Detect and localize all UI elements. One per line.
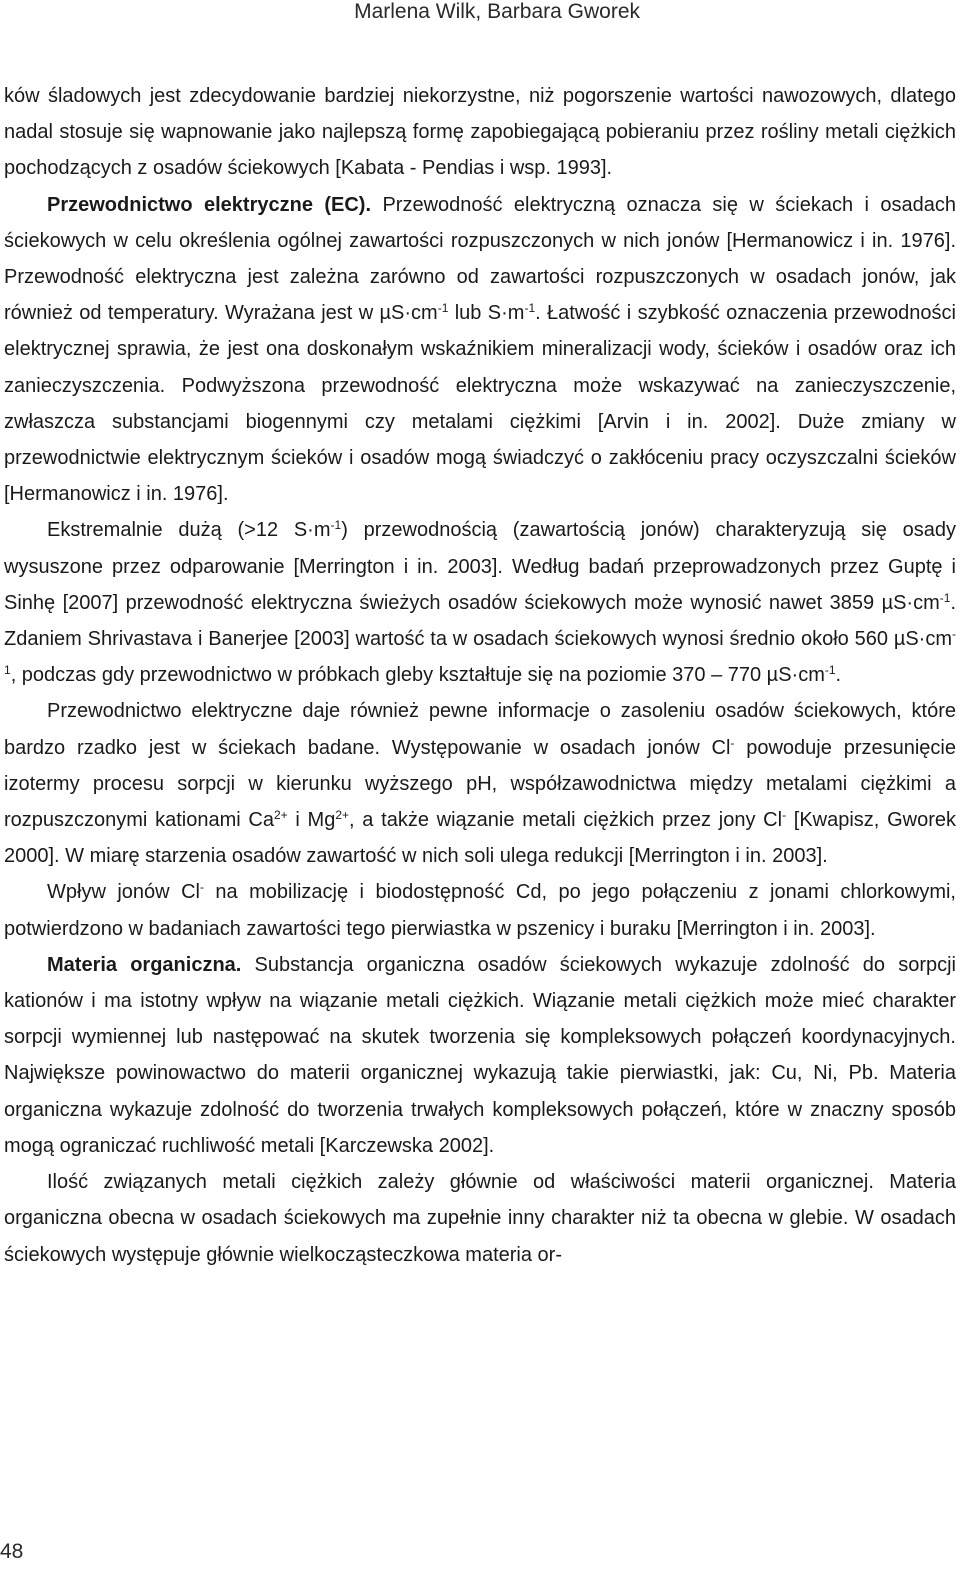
paragraph-3: Ekstremalnie dużą (>12 $S\cdot m^{-1}$) przewodnością (zawartością jonów) charakteryzują się osady wysuszone przez odparowanie [Merrington i in. 2003]. Według badań przeprowadzonych przez Guptę i Sinhę [2007] przewodność elektryczna świeżych osadów ściekowych może wynosić nawet 3859 $\mu S\cdot cm^{-1}$. Zdaniem Shrivastava i Banerjee [2003] wartość ta w osadach ściekowych wynosi średnio około 560 $\mu S\cdot cm^{-1}$, podczas gdy przewodnictwo w próbkach gleby kształtuje się na poziomie 370 – 770 $\mu S\cdot cm^{-1}$. — [4, 518, 957, 687]
paragraph-5: Wpływ jonów Cl- na mobilizację i biodostępność Cd, po jego połączeniu z jonami chlorkowymi, potwierdzono w badaniach zawartości tego pierwiastka w pszenicy i buraku [Merrington i in. 2003]. — [4, 880, 956, 940]
running-header: Marlena Wilk, Barbara Gworek — [354, 0, 640, 23]
paragraph-7: Ilość związanych metali ciężkich zależy głównie od właściwości materii organicznej. Materia organiczna obecna w osadach ściekowych ma zupełnie inny charakter niż ta obecna w glebie. W osadach ściekowych występuje głównie wielkocząsteczkowa materia or- — [4, 1171, 956, 1266]
paragraph-6: Materia organiczna. Substancja organiczna osadów ściekowych wykazuje zdolność do sorpcji kationów i ma istotny wpływ na wiązanie metali ciężkich. Wiązanie metali ciężkich może mieć charakter sorpcji wymiennej lub następować na skutek tworzenia się kompleksowych połączeń koordynacyjnych. Największe powinowactwo do materii organicznej wykazują takie pierwiastki, jak: Cu, Ni, Pb. Materia organiczna wykazuje zdolność do tworzenia trwałych kompleksowych połączeń, które w znaczny sposób mogą ograniczać ruchliwość metali [Karczewska 2002]. — [4, 953, 957, 1157]
paragraph-1: ków śladowych jest zdecydowanie bardziej niekorzystne, niż pogorszenie wartości nawozowych, dlatego nadal stosuje się wapnowanie jako najlepszą formę zapobiegającą pobieraniu przez rośliny metali ciężkich pochodzących z osadów ściekowych [Kabata - Pendias i wsp. 1993]. — [4, 85, 956, 180]
paragraph-2: Przewodnictwo elektryczne (EC). Przewodność elektryczną oznacza się w ściekach i osadach ściekowych w celu określenia ogólnej zawartości rozpuszczonych w nich jonów [Hermanowicz i in. 1976]. Przewodność elektryczna jest zależna zarówno od zawartości rozpuszczonych w osadach jonów, jak również od temperatury. Wyrażana jest w $\mu S\cdot cm^{-1}$ lub $S\cdot m^{-1}$. Łatwość i szybkość oznaczenia przewodności elektrycznej sprawia, że jest ona doskonałym wskaźnikiem mineralizacji wody, ścieków i osadów oraz ich zanieczyszczenia. Podwyższona przewodność elektryczna może wskazywać na zanieczyszczenie, zwłaszcza substancjami biogennymi czy metalami ciężkimi [Arvin i in. 2002]. Duże zmiany w przewodnictwie elektrycznym ścieków i osadów mogą świadczyć o zakłóceniu pracy oczyszczalni ścieków [Hermanowicz i in. 1976]. — [4, 193, 956, 506]
section-heading-organic-matter: Materia organiczna. — [47, 953, 242, 976]
page-number: 48 — [0, 1540, 24, 1563]
paragraph-4: Przewodnictwo elektryczne daje również pewne informacje o zasoleniu osadów ściekowych, które bardzo rzadko jest w ściekach badane. Występowanie w osadach jonów Cl- powoduje przesunięcie izotermy procesu sorpcji w kierunku wyższego pH, współzawodnictwa między metalami ciężkimi a rozpuszczonymi kationami $Ca^{2+}$ i $Mg^{2+}$, a także wiązanie metali ciężkich przez jony Cl- [Kwapisz, Gworek 2000]. W miarę starzenia osadów zawartość w nich soli ulega redukcji [Merrington i in. 2003]. — [4, 700, 956, 868]
article-body — [4, 78, 956, 1273]
section-heading-ec: Przewodnictwo elektryczne (EC). — [47, 193, 372, 216]
